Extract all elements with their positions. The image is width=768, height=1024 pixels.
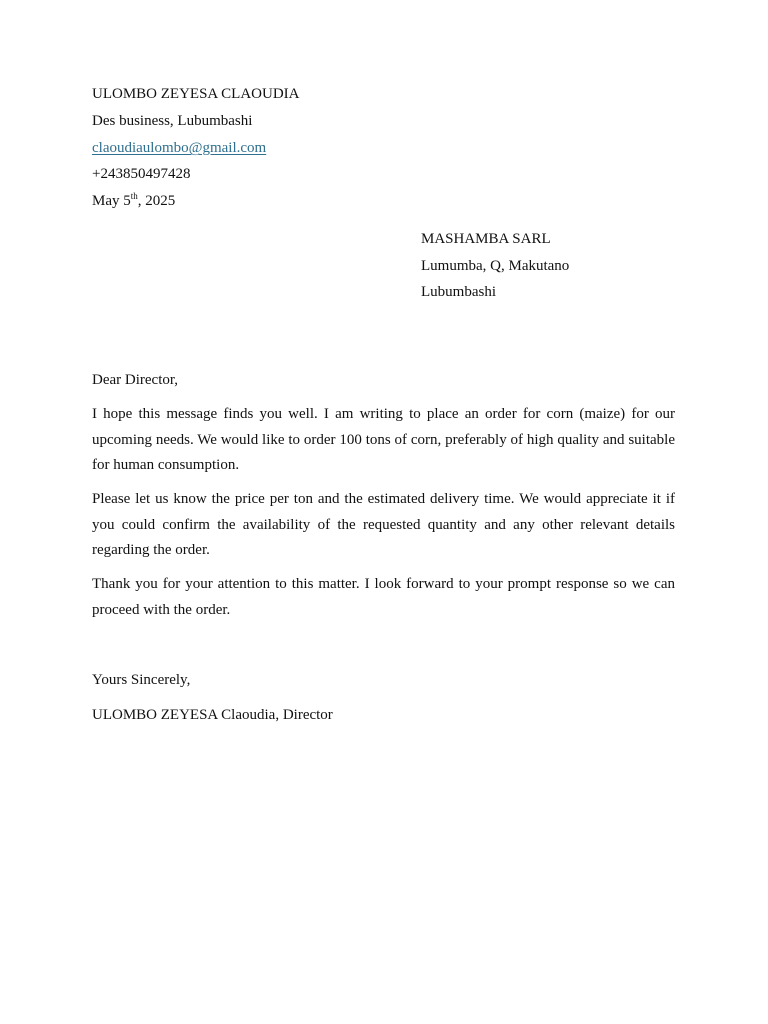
letter-date bbox=[92, 192, 175, 210]
salutation: Dear Director, bbox=[92, 372, 179, 388]
closing: Yours Sincerely, bbox=[92, 672, 191, 688]
body-paragraph-2: Please let us know the price per ton and the estimated delivery time. We would appreciate it if you could confirm the availability of the requested quantity and any other relevant details regarding the order. bbox=[92, 491, 675, 558]
sender-email-link[interactable]: claoudiaulombo@gmail.com bbox=[92, 140, 267, 156]
recipient-block bbox=[421, 230, 569, 301]
date-prefix: May 5 bbox=[92, 193, 131, 209]
body-paragraph-3: Thank you for your attention to this matter. I look forward to your prompt response so we can proceed with the order. bbox=[92, 576, 675, 618]
date-rest: , 2025 bbox=[137, 193, 176, 209]
signature: ULOMBO ZEYESA Claoudia, Director bbox=[92, 707, 333, 723]
sender-address: Des business, Lubumbashi bbox=[92, 113, 253, 129]
sender-phone: +243850497428 bbox=[92, 166, 191, 182]
recipient-city: Lubumbashi bbox=[421, 284, 496, 300]
recipient-company: MASHAMBA SARL bbox=[421, 231, 551, 247]
sender-email[interactable] bbox=[92, 139, 266, 157]
sender-name: ULOMBO ZEYESA CLAOUDIA bbox=[92, 86, 300, 102]
date-ordinal-suffix: th bbox=[130, 191, 138, 201]
body-paragraph-1: I hope this message finds you well. I am writing to place an order for corn (maize) for our upcoming needs. We would like to order 100 tons of corn, preferably of high quality and suitable for human consumption. bbox=[92, 406, 675, 473]
recipient-street: Lumumba, Q, Makutano bbox=[421, 257, 570, 274]
